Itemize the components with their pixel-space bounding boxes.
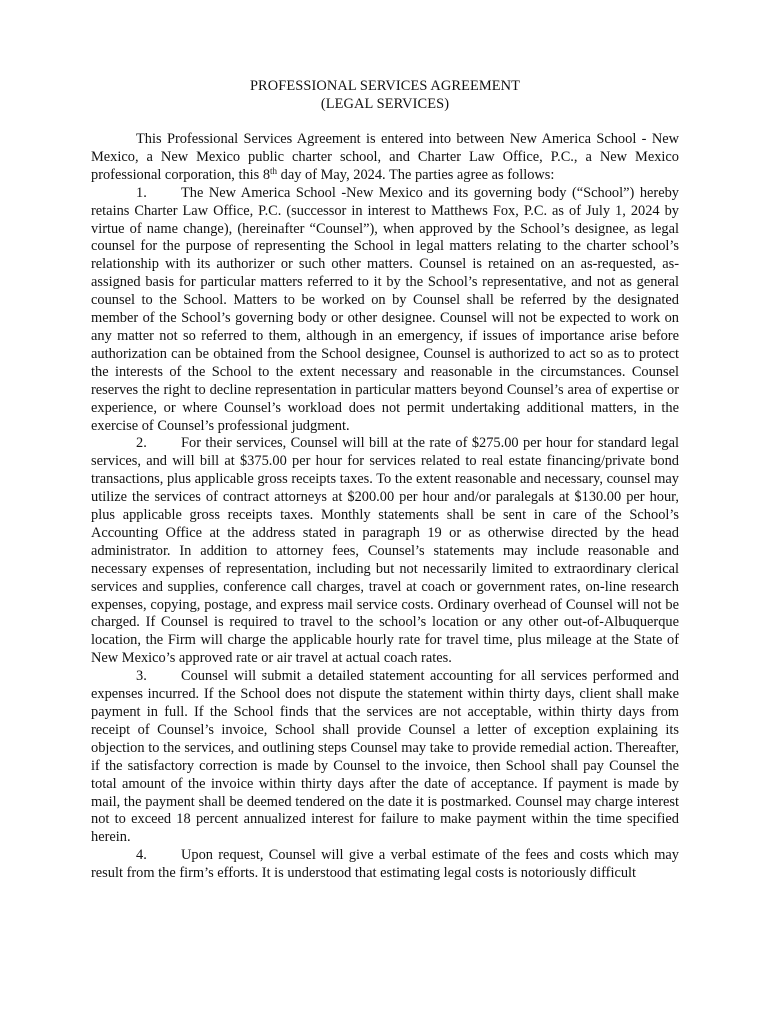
document-subtitle: (LEGAL SERVICES) bbox=[320, 96, 450, 112]
clause-number: 2. bbox=[136, 435, 147, 452]
clause-text: For their services, Counsel will bill at the rate of $275.00 per hour for standard legal services, and will bill at $375.00 per hour for services related to real estate financing/private bond transactions, plus applicable gross receipts taxes. To the extent reasonable and necessary, counsel may utilize the services of contract attorneys at $200.00 per hour and/or paralegals at $130.00 per hour, plus applicable gross receipts taxes. Monthly statements shall be sent in care of the School’s Accounting Office at the address stated in paragraph 19 or as otherwise directed by the head administrator. In addition to attorney fees, Counsel’s statements may include reasonable and necessary expenses of representation, including but not necessarily limited to extraordinary clerical services and supplies, conference call charges, travel at coach or government rates, on-line research expenses, copying, postage, and express mail service costs. Ordinary overhead of Counsel will not be charged. If Counsel is required to travel to the school’s location or any other out-of-Albuquerque location, the Firm will charge the applicable hourly rate for travel time, plus mileage at the State of New Mexico’s approved rate or air travel at actual coach rates. bbox=[91, 435, 679, 667]
clause-2 bbox=[91, 435, 679, 668]
intro-text-before: This Professional Services Agreement is entered into between New America School - New Mexico, a New Mexico public charter school, and Charter Law Office, P.C., a New Mexico professional corporation, this 8 bbox=[91, 131, 679, 183]
clause-number: 1. bbox=[136, 184, 147, 201]
document-title: PROFESSIONAL SERVICES AGREEMENT bbox=[249, 78, 521, 94]
intro-ordinal-suffix: th bbox=[270, 165, 278, 176]
document-body bbox=[91, 131, 679, 883]
clause-4 bbox=[91, 847, 679, 883]
clause-text: Upon request, Counsel will give a verbal estimate of the fees and costs which may result from the firm’s efforts. It is understood that estimating legal costs is notoriously difficult bbox=[91, 847, 679, 882]
clause-number: 4. bbox=[136, 847, 147, 864]
clause-text: Counsel will submit a detailed statement accounting for all services performed and expenses incurred. If the School does not dispute the statement within thirty days, client shall make payment in full. If the School finds that the services are not acceptable, within thirty days from receipt of Counsel’s invoice, School shall provide Counsel a letter of exception explaining its objection to the services, and outlining steps Counsel may take to provide remedial action. Thereafter, if the satisfactory correction is made by Counsel to the invoice, then School shall pay Counsel the total amount of the invoice within thirty days after the date of acceptance. If payment is made by mail, the payment shall be deemed tendered on the date it is postmarked. Counsel may charge interest not to exceed 18 percent annualized interest for failure to make payment within the time specified herein. bbox=[91, 668, 679, 846]
clause-number: 3. bbox=[136, 668, 147, 685]
clause-1 bbox=[91, 185, 679, 436]
clause-3 bbox=[91, 668, 679, 847]
clause-text: The New America School -New Mexico and its governing body (“School”) hereby retains Charter Law Office, P.C. (successor in interest to Matthews Fox, P.C. as of July 1, 2024 by virtue of name change), (hereinafter “Counsel”), when approved by the School’s designee, as legal counsel for the purpose of representing the School in legal matters relating to the charter school’s relationship with its authorizer or such other matters. Counsel is retained on an as-requested, as-assigned basis for particular matters referred to it by the School’s representative, and not as general counsel to the School. Matters to be worked on by Counsel shall be referred by the designated member of the School’s governing body or other designee. Counsel will not be expected to work on any matter not so referred to them, although in an emergency, if issues of importance arise before authorization can be obtained from the School designee, Counsel is authorized to act so as to protect the interests of the School to the extent necessary and reasonable in the circumstances. Counsel reserves the right to decline representation in particular matters beyond Counsel’s area of expertise or experience, or where Counsel’s workload does not permit undertaking additional matters, in the exercise of Counsel’s professional judgment. bbox=[91, 184, 679, 434]
intro-paragraph bbox=[91, 131, 679, 185]
intro-text-after: day of May, 2024. The parties agree as follows: bbox=[277, 166, 555, 183]
